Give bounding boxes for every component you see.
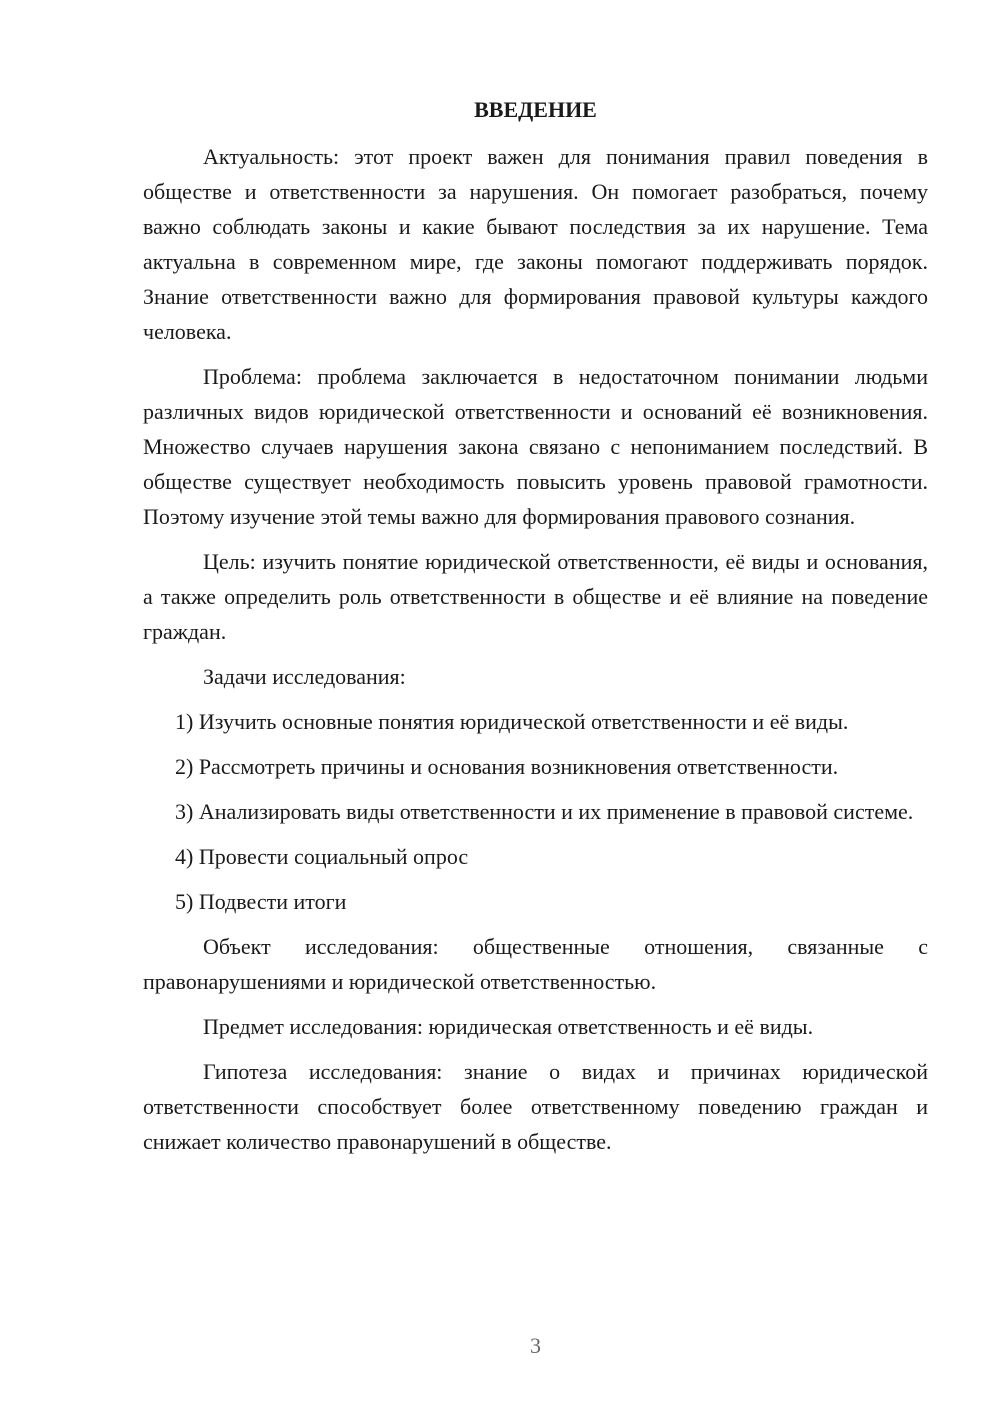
hypothesis-paragraph: Гипотеза исследования: знание о видах и причинах юридической ответственности способствует более ответственному поведению граждан и снижает количество правонарушений в обществе.	[143, 1059, 928, 1154]
document-page	[143, 95, 928, 1169]
tasks-heading: Задачи исследования:	[203, 664, 406, 689]
task-item-4: 4) Провести социальный опрос	[175, 844, 469, 869]
page-number: 3	[530, 1333, 541, 1358]
object-paragraph: Объект исследования: общественные отношения, связанные с правонарушениями и юридической ответственностью.	[143, 934, 928, 994]
relevance-paragraph: Актуальность: этот проект важен для понимания правил поведения в обществе и ответственности за нарушения. Он помогает разобраться, почему важно соблюдать законы и какие бывают последствия за их нарушение. Тема актуальна в современном мире, где законы помогают поддерживать порядок. Знание ответственности важно для формирования правовой культуры каждого человека.	[143, 144, 928, 344]
task-item-3: 3) Анализировать виды ответственности и их применение в правовой системе.	[175, 799, 914, 824]
task-item-1: 1) Изучить основные понятия юридической ответственности и её виды.	[175, 709, 849, 734]
goal-paragraph: Цель: изучить понятие юридической ответственности, её виды и основания, а также определить роль ответственности в обществе и её влияние на поведение граждан.	[143, 549, 928, 644]
task-item-5: 5) Подвести итоги	[175, 889, 347, 914]
task-item-2: 2) Рассмотреть причины и основания возникновения ответственности.	[175, 754, 839, 779]
problem-paragraph: Проблема: проблема заключается в недостаточном понимании людьми различных видов юридической ответственности и оснований её возникновения. Множество случаев нарушения закона связано с непониманием последствий. В обществе существует необходимость повысить уровень правовой грамотности. Поэтому изучение этой темы важно для формирования правового сознания.	[143, 364, 928, 529]
document-title: ВВЕДЕНИЕ	[474, 97, 597, 122]
subject-paragraph: Предмет исследования: юридическая ответственность и её виды.	[203, 1014, 814, 1039]
